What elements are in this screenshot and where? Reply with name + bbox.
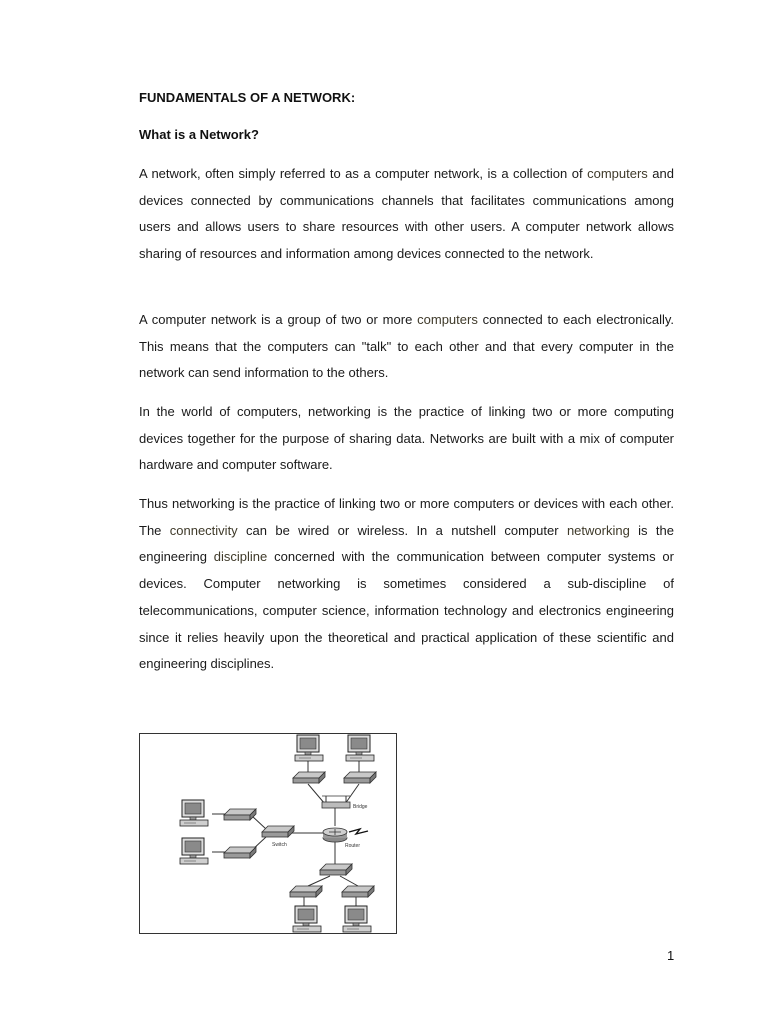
computer-icon (293, 906, 321, 932)
switch-icon (262, 826, 294, 837)
bridge-label: Bridge (353, 804, 368, 810)
computer-icon (295, 735, 323, 761)
network-diagram (139, 733, 397, 934)
hub-icon (293, 772, 325, 783)
router-icon (323, 828, 347, 842)
paragraph-3-text: In the world of computers, networking is the practice of linking two or more computing devices together for the purpose of sharing data. Networks are built with a mix of computer hardware and computer software. (139, 404, 674, 473)
paragraph-4-text-c: is the engineering (139, 522, 674, 565)
paragraph-2 (139, 307, 674, 387)
paragraph-1-text-a: A network, often simply referred to as a computer network, is a collection of (139, 166, 588, 181)
section-heading: What is a Network? (139, 127, 259, 142)
paragraph-1-text-b: and devices connected by communications channels that facilitates communications among users and allows users to share resources with other users. A computer network allows sharing of resources and information among devices connected to the network. (139, 166, 674, 262)
hub-icon (342, 886, 374, 897)
paragraph-1 (139, 161, 674, 268)
computer-icon (346, 735, 374, 761)
paragraph-4-text-a: Thus networking is the practice of linking two or more computers or devices with each other. The (139, 496, 674, 538)
router-label: Router (345, 843, 361, 849)
switch-label: Switch (272, 842, 287, 848)
link-networking[interactable]: networking (566, 522, 630, 538)
computer-icon (180, 800, 208, 826)
hub-icon (344, 772, 376, 783)
link-computers[interactable]: computers (587, 166, 648, 181)
hub-icon (224, 809, 256, 820)
paragraph-3 (139, 399, 674, 479)
bridge-icon (322, 796, 350, 808)
link-discipline[interactable]: discipline (213, 549, 268, 565)
page-number: 1 (667, 948, 675, 963)
hub-icon (224, 847, 256, 858)
network-diagram-svg (140, 734, 396, 933)
link-computers-2[interactable]: computers (417, 312, 478, 327)
document-title: FUNDAMENTALS OF A NETWORK: (139, 90, 356, 105)
hub-icon (320, 864, 352, 875)
hub-icon (290, 886, 322, 897)
computer-icon (343, 906, 371, 932)
computer-icon (180, 838, 208, 864)
link-connectivity[interactable]: connectivity (169, 522, 238, 538)
paragraph-4-text-b: can be wired or wireless. In a nutshell computer (237, 522, 567, 538)
paragraph-2-text-b: connected to each electronically. This means that the computers can "talk" to each other and that every computer in the network can send information to the others. (139, 312, 674, 381)
paragraph-2-text-a: A computer network is a group of two or more (139, 312, 418, 327)
paragraph-4 (139, 491, 674, 678)
paragraph-4-text-d: concerned with the communication between computer systems or devices. Computer networking is sometimes considered a sub-discipline of telecommunications, computer science, information technology and electronics engineering since it relies heavily upon the theoretical and practical application of these scientific and engineering disciplines. (139, 549, 674, 672)
wan-link-icon (349, 829, 368, 834)
